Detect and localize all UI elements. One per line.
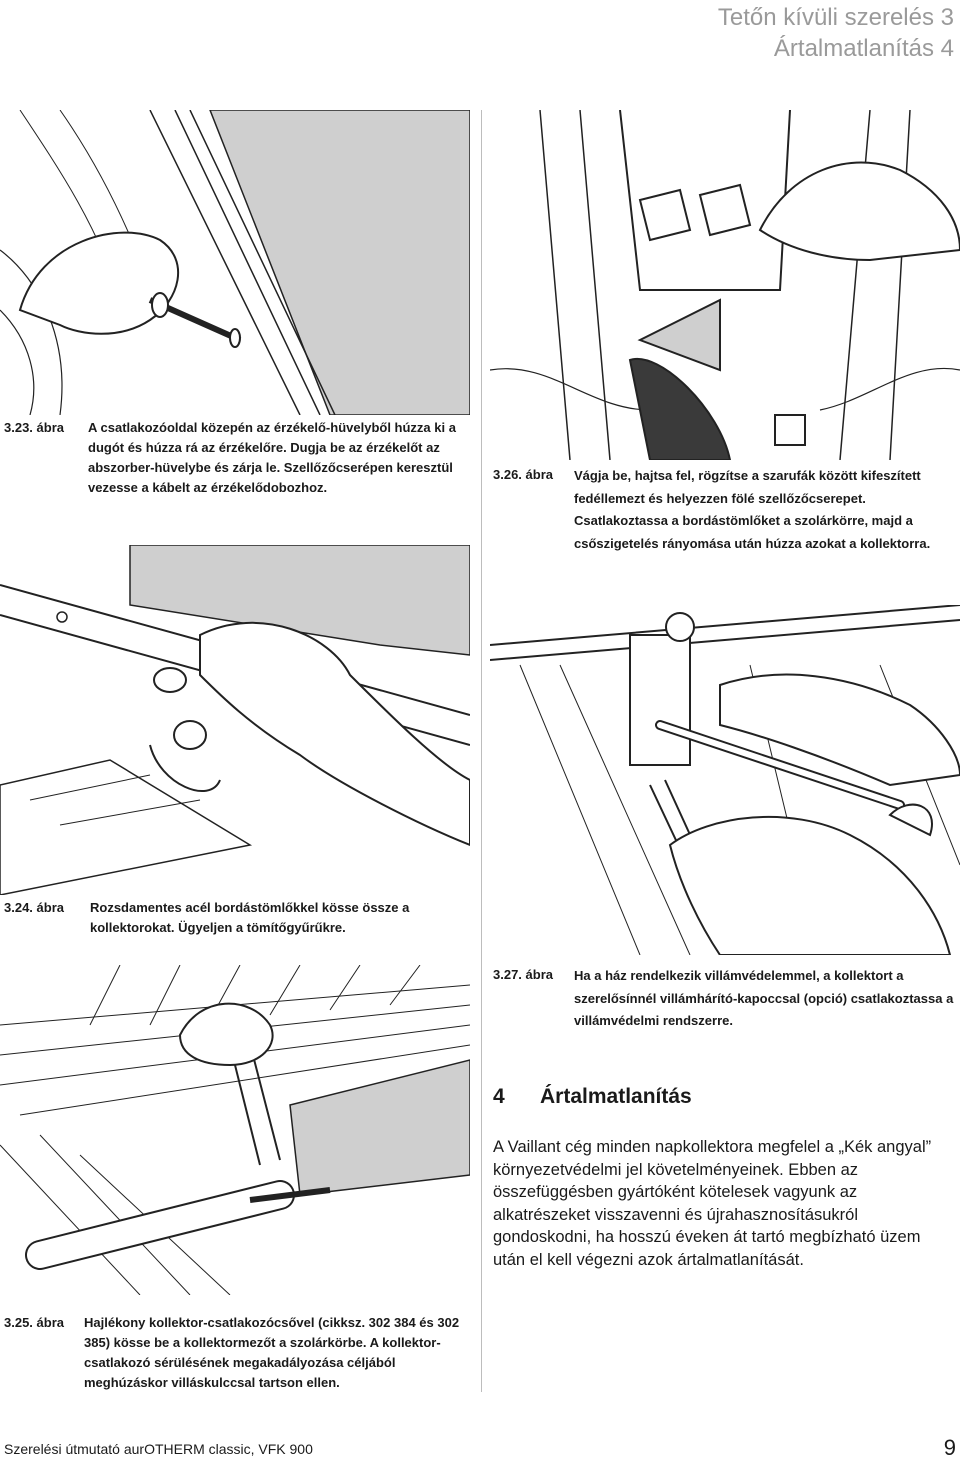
figure-3-25-text: Hajlékony kollektor-csatlakozócsővel (cikksz. 302 384 és 302 385) kösse be a kollektormezőt a szolárkörbe. A kollektor-csatlakozó sérülésének megakadályozása céljából meghúzáskor villáskulccsal tartson ellen. bbox=[84, 1315, 460, 1390]
section-number: 4 bbox=[493, 1085, 505, 1108]
figure-3-26-illustration bbox=[490, 110, 960, 460]
figure-3-27-text: Ha a ház rendelkezik villámvédelemmel, a kollektort a szerelősínnél villámhárító-kapoccsal (opció) csatlakoztassa a villámvédelmi rendszerre. bbox=[574, 968, 954, 1028]
figure-3-23-text: A csatlakozóoldal közepén az érzékelő-hüvelyből húzza ki a dugót és húzza rá az érzékelőre. Dugja be az érzékelőt az abszorber-hüvelybe és zárja le. Szellőzőcserépen keresztül vezesse a kábelt az érzékelődobozhoz. bbox=[88, 420, 456, 495]
figure-3-24-illustration bbox=[0, 545, 470, 895]
figure-3-25-illustration bbox=[0, 965, 470, 1295]
figure-3-24-text: Rozsdamentes acél bordástömlőkkel kösse össze a kollektorokat. Ügyeljen a tömítőgyűrűkre. bbox=[90, 900, 410, 935]
figure-3-25-caption bbox=[4, 1313, 474, 1393]
header-chapter-3: Tetőn kívüli szerelés 3 bbox=[717, 4, 954, 31]
figure-3-23-caption bbox=[4, 418, 474, 498]
footer-manual-title: Szerelési útmutató aurOTHERM classic, VFK 900 bbox=[4, 1441, 313, 1457]
figure-3-26-text: Vágja be, hajtsa fel, rögzítse a szarufák között kifeszített fedéllemezt és helyezzen fölé szellőzőcserepet. Csatlakoztassa a bordástömlőket a szolárkörre, majd a csőszigetelés rányomása után húzza azokat a kollektorra. bbox=[574, 468, 931, 551]
figure-3-27-number: 3.27. ábra bbox=[493, 967, 553, 982]
figure-3-27-illustration bbox=[490, 605, 960, 955]
figure-3-23-number: 3.23. ábra bbox=[4, 420, 64, 435]
header-chapter-4: Ártalmatlanítás 4 bbox=[773, 35, 954, 62]
figure-3-24-number: 3.24. ábra bbox=[4, 900, 64, 915]
page-number: 9 bbox=[943, 1435, 956, 1460]
page-header bbox=[718, 2, 954, 64]
figure-3-23-illustration bbox=[0, 110, 470, 415]
column-divider bbox=[481, 110, 482, 1392]
figure-3-27-caption bbox=[493, 965, 958, 1033]
section-body: A Vaillant cég minden napkollektora megfelel a „Kék angyal” környezetvédelmi jel követelményeinek. Ebben az összefüggésben gyártóként kötelesek vagyunk az alkatrészeket visszavenni és újrahasznosításukról gondoskodni, ha hosszú éveken át tartó megbízható üzem után el kell végezni azok ártalmatlanítását. bbox=[493, 1138, 932, 1269]
figure-3-25-number: 3.25. ábra bbox=[4, 1315, 64, 1330]
figure-3-26-number: 3.26. ábra bbox=[493, 467, 553, 482]
section-title: Ártalmatlanítás bbox=[540, 1085, 692, 1108]
figure-3-24-caption bbox=[4, 898, 474, 938]
figure-3-26-caption bbox=[493, 465, 958, 555]
